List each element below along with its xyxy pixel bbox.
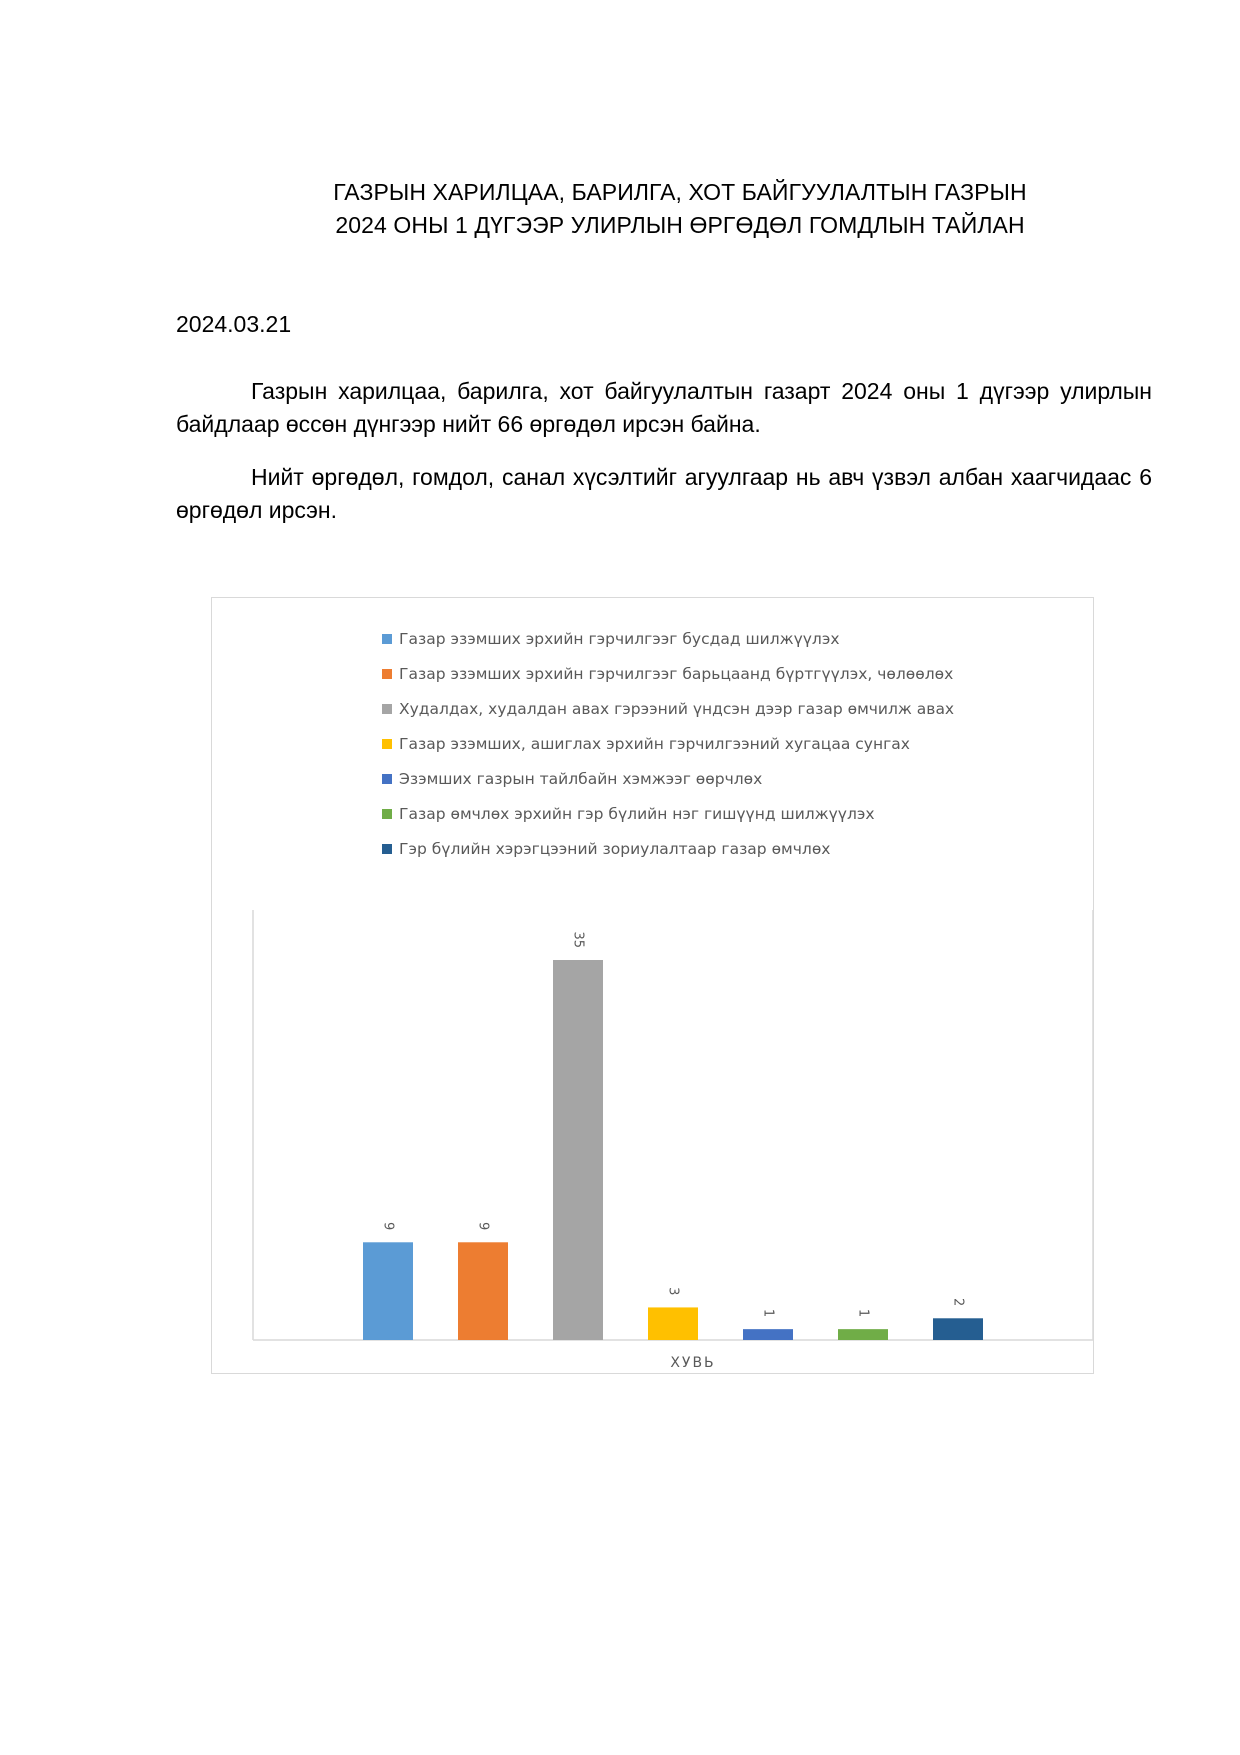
data-label: 1 — [855, 1308, 871, 1318]
legend-label: Газар өмчлөх эрхийн гэр бүлийн нэг гишүүнд шилжүүлэх — [399, 804, 875, 823]
legend-label: Эзэмших газрын тайлбайн хэмжээг өөрчлөх — [399, 769, 763, 788]
paragraph-2: Нийт өргөдөл, гомдол, санал хүсэлтийг агуулгаар нь авч үзвэл албан хаагчидаас 6 өргөдөл ирсэн. — [176, 464, 1152, 523]
legend-label: Худалдах, худалдан авах гэрээний үндсэн дээр газар өмчилж авах — [399, 699, 955, 718]
data-label: 2 — [950, 1298, 966, 1307]
legend-label: Гэр бүлийн хэрэгцээний зориулалтаар газар өмчлөх — [399, 839, 831, 858]
report-date: 2024.03.21 — [176, 311, 292, 337]
bar — [743, 1329, 793, 1340]
bar — [648, 1307, 698, 1340]
bar — [363, 1242, 413, 1340]
title-line-1: ГАЗРЫН ХАРИЛЦАА, БАРИЛГА, ХОТ БАЙГУУЛАЛТЫН ГАЗРЫН — [333, 179, 1027, 205]
x-axis-label: ХУВЬ — [670, 1355, 716, 1371]
data-label: 3 — [665, 1287, 681, 1296]
legend-label: Газар эзэмших эрхийн гэрчилгээг бусдад шилжүүлэх — [399, 629, 840, 648]
data-label: 9 — [475, 1222, 491, 1231]
paragraph-1: Газрын харилцаа, барилга, хот байгуулалтын газарт 2024 оны 1 дүгээр улирлын байдлаар өссөн дүнгээр нийт 66 өргөдөл ирсэн байна. — [176, 378, 1152, 437]
bar — [838, 1329, 888, 1340]
data-label: 35 — [570, 931, 586, 948]
bar — [553, 960, 603, 1340]
title-line-2: 2024 ОНЫ 1 ДҮГЭЭР УЛИРЛЫН ӨРГӨДӨЛ ГОМДЛЫН ТАЙЛАН — [335, 212, 1025, 238]
legend-label: Газар эзэмших, ашиглах эрхийн гэрчилгээний хугацаа сунгах — [399, 734, 910, 753]
data-label: 9 — [380, 1222, 396, 1231]
legend-label: Газар эзэмших эрхийн гэрчилгээг барьцаанд бүртгүүлэх, чөлөөлөх — [399, 664, 954, 683]
data-label: 1 — [760, 1308, 776, 1318]
bar — [458, 1242, 508, 1340]
bar — [933, 1318, 983, 1340]
